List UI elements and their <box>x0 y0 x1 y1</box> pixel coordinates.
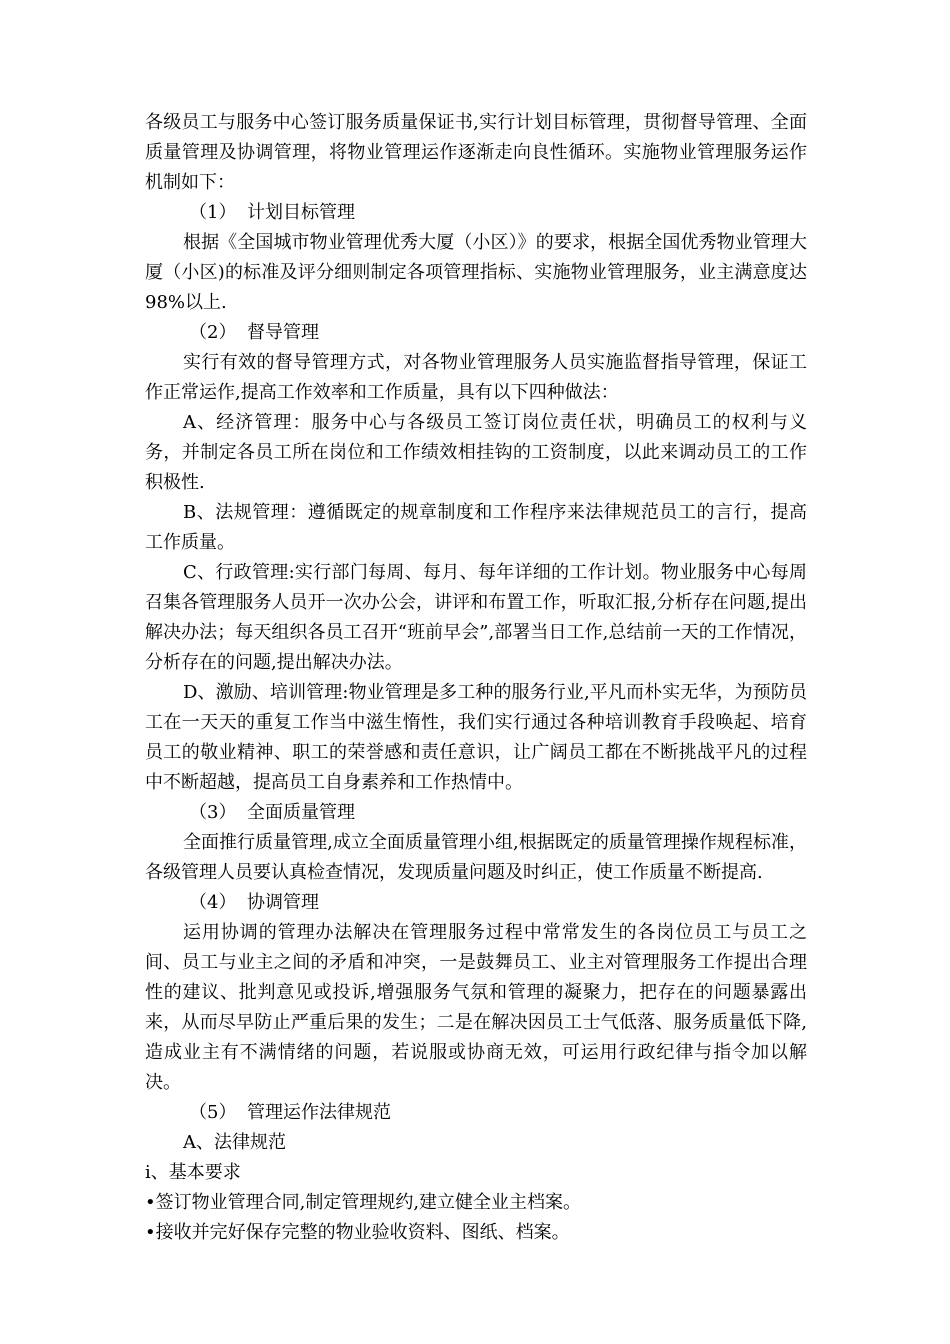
section-heading-3 <box>145 798 807 828</box>
intro-paragraph: 各级员工与服务中心签订服务质量保证书,实行计划目标管理，贯彻督导管理、全面质量管理及协调管理，将物业管理运作逐渐走向良性循环。实施物业管理服务运作机制如下： <box>145 112 807 193</box>
section-title-3: 全面质量管理 <box>247 802 355 823</box>
section-number-3: （3） <box>189 802 237 823</box>
section-2-item-d: D、激励、培训管理:物业管理是多工种的服务行业,平凡而朴实无华，为预防员工在一天天的重复工作当中滋生惰性，我们实行通过各种培训教育手段唤起、培育员工的敬业精神、职工的荣誉感和责任意识，让广阔员工都在不断挑战平凡的过程中不断超越，提高员工自身素养和工作热情中。 <box>145 682 807 793</box>
section-title-2: 督导管理 <box>247 322 319 343</box>
list-item: •接收并完好保存完整的物业验收资料、图纸、档案。 <box>145 1222 570 1243</box>
section-number-1: （1） <box>189 202 237 223</box>
section-heading-1 <box>145 198 807 228</box>
section-heading-4 <box>145 888 807 918</box>
section-title-4: 协调管理 <box>247 892 319 913</box>
section-title-1: 计划目标管理 <box>247 202 355 223</box>
section-5-subheading-a: A、法律规范 <box>183 1132 286 1153</box>
section-2-paragraph: 实行有效的督导管理方式，对各物业管理服务人员实施监督指导管理，保证工作正常运作,提高工作效率和工作质量，具有以下四种做法： <box>145 352 807 403</box>
section-heading-5 <box>145 1098 807 1128</box>
section-title-5: 管理运作法律规范 <box>247 1102 391 1123</box>
section-number-2: （2） <box>189 322 237 343</box>
section-heading-2 <box>145 318 807 348</box>
section-2-item-c: C、行政管理:实行部门每周、每月、每年详细的工作计划。物业服务中心每周召集各管理服务人员开一次办公会，讲评和布置工作，听取汇报,分析存在问题,提出解决办法；每天组织各员工召开“班前早会”,部署当日工作,总结前一天的工作情况，分析存在的问题,提出解决办法。 <box>145 562 807 673</box>
section-4-paragraph: 运用协调的管理办法解决在管理服务过程中常常发生的各岗位员工与员工之间、员工与业主之间的矛盾和冲突，一是鼓舞员工、业主对管理服务工作提出合理性的建议、批判意见或投诉,增强服务气氛和管理的凝聚力，把存在的问题暴露出来，从而尽早防止严重后果的发生；二是在解决因员工士气低落、服务质量低下降,造成业主有不满情绪的问题，若说服或协商无效，可运用行政纪律与指令加以解决。 <box>145 922 807 1093</box>
section-1-paragraph: 根据《全国城市物业管理优秀大厦（小区）》的要求，根据全国优秀物业管理大厦（小区)的标准及评分细则制定各项管理指标、实施物业管理服务，业主满意度达98%以上. <box>145 232 807 313</box>
section-2-item-b: B、法规管理：遵循既定的规章制度和工作程序来法律规范员工的言行，提高工作质量。 <box>145 502 807 553</box>
list-item: •签订物业管理合同,制定管理规约,建立健全业主档案。 <box>145 1192 582 1213</box>
section-5-subheading-i: ⅰ、基本要求 <box>145 1162 241 1183</box>
section-number-4: （4） <box>189 892 237 913</box>
document-body <box>145 108 807 1248</box>
section-3-paragraph: 全面推行质量管理,成立全面质量管理小组,根据既定的质量管理操作规程标准，各级管理人员要认真检查情况，发现质量问题及时纠正，使工作质量不断提高. <box>145 832 807 883</box>
section-number-5: （5） <box>189 1102 237 1123</box>
section-2-item-a: A、经济管理：服务中心与各级员工签订岗位责任状，明确员工的权利与义务，并制定各员工所在岗位和工作绩效相挂钩的工资制度，以此来调动员工的工作积极性. <box>145 412 807 493</box>
